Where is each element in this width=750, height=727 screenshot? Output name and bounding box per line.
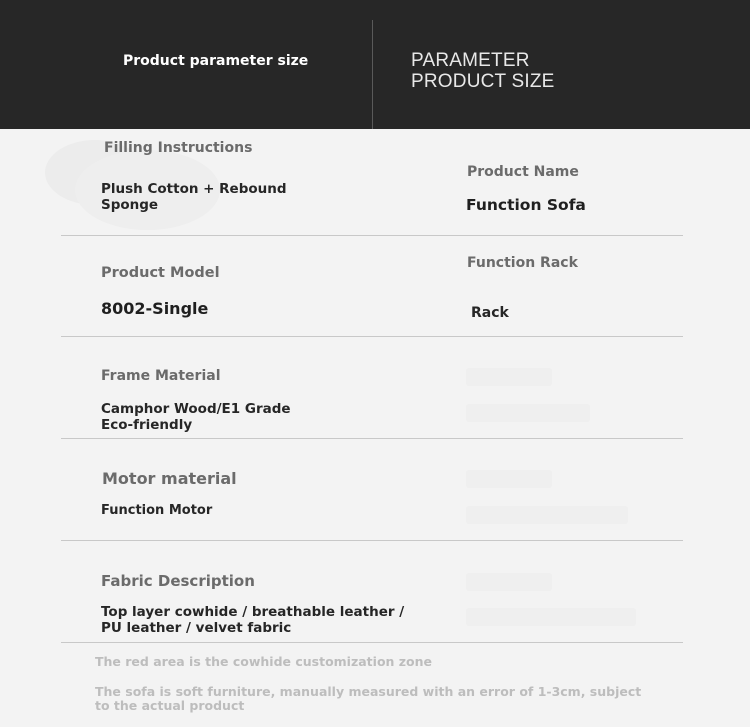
product-name-value: Function Sofa: [466, 196, 586, 214]
fabric-description-value: Top layer cowhide / breathable leather / PU leather / velvet fabric: [101, 604, 405, 636]
function-rack-value: Rack: [471, 305, 509, 321]
ghost-placeholder: [466, 470, 552, 488]
motor-material-value: Function Motor: [101, 503, 213, 518]
header-title: Product parameter size: [123, 53, 309, 69]
ghost-placeholder: [466, 573, 552, 591]
measurement-error-note: The sofa is soft furniture, manually measured with an error of 1-3cm, subject to the actual product: [95, 684, 642, 713]
ghost-placeholder: [466, 368, 552, 386]
header-banner: [0, 0, 750, 129]
row-divider: [61, 336, 683, 337]
function-rack-label: Function Rack: [467, 255, 578, 271]
header-subtitle-line2: PRODUCT SIZE: [411, 71, 555, 92]
filling-instructions-label: Filling Instructions: [104, 140, 253, 156]
row-divider: [61, 540, 683, 541]
header-subtitle: [411, 50, 555, 92]
fabric-description-label: Fabric Description: [101, 572, 255, 590]
motor-material-label: Motor material: [102, 469, 237, 488]
row-divider: [61, 438, 683, 439]
filling-instructions-value: Plush Cotton + Rebound Sponge: [101, 181, 287, 213]
header-subtitle-line1: PARAMETER: [411, 50, 530, 71]
header-divider: [372, 20, 373, 129]
ghost-placeholder: [466, 608, 636, 626]
frame-material-value: Camphor Wood/E1 Grade Eco-friendly: [101, 401, 291, 433]
product-model-value: 8002-Single: [101, 299, 209, 318]
frame-material-label: Frame Material: [101, 368, 221, 384]
ghost-placeholder: [466, 404, 590, 422]
row-divider: [61, 642, 683, 643]
product-name-label: Product Name: [467, 164, 579, 180]
ghost-placeholder: [466, 506, 628, 524]
row-divider: [61, 235, 683, 236]
cowhide-zone-note: The red area is the cowhide customization zone: [95, 654, 433, 669]
product-model-label: Product Model: [101, 265, 220, 281]
